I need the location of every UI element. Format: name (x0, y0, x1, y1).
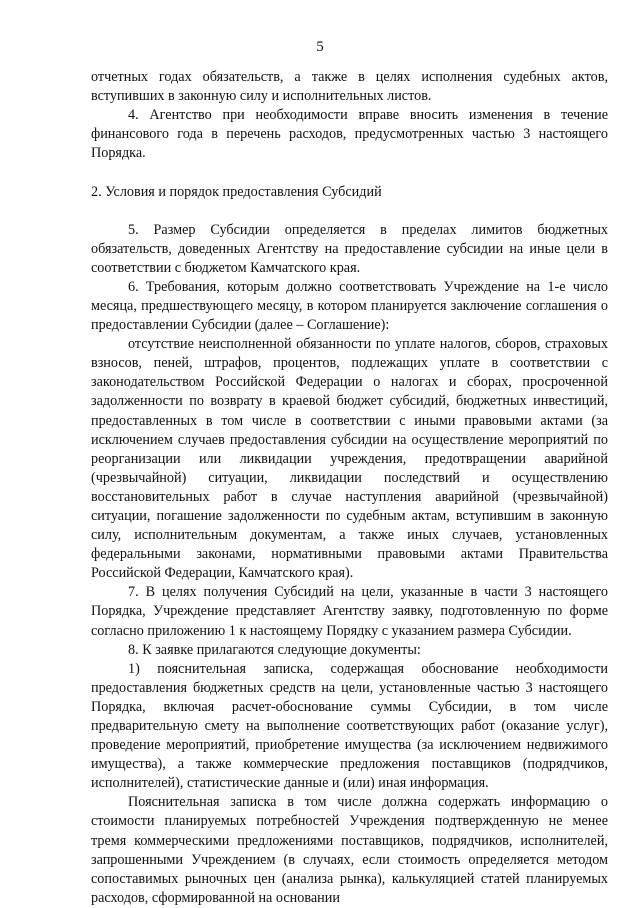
paragraph-item-5: 5. Размер Субсидии определяется в пределах лимитов бюджетных обязательств, доведенных Агентству на предоставление субсидии на иные цели в соответствии с бюджетом Камчатского края. (91, 221, 608, 276)
paragraph-subitem-1: 1) пояснительная записка, содержащая обоснование необходимости предоставления бюджетных средств на цели, установленные частью 3 настоящего Порядка, включая расчет-обоснование суммы Субсидии, в том числе предварительную смету на выполнение соответствующих работ (оказание услуг), проведение мероприятий, приобретение имущества (за исключением недвижимого имущества), а также коммерческие предложения поставщиков (подрядчиков, исполнителей), статистические данные и (или) иная информация. (91, 660, 608, 792)
paragraph-explanatory-note: Пояснительная записка в том числе должна содержать информацию о стоимости планируемых потребностей Учреждения подтвержденную не менее тремя коммерческими предложениями поставщиков, подрядчиков, исполнителей, запрошенными Учреждением (в случаях, если стоимость определяется методом сопоставимых рыночных цен (анализа рынка), калькуляцией статей планируемых расходов, сформированной на основании (91, 794, 608, 906)
paragraph-item-4: 4. Агентство при необходимости вправе вносить изменения в течение финансового года в перечень расходов, предусмотренных частью 3 настоящего Порядка. (91, 107, 608, 162)
section-heading: 2. Условия и порядок предоставления Субсидий (91, 184, 382, 201)
paragraph-item-8: 8. К заявке прилагаются следующие документы: (128, 641, 421, 658)
paragraph-requirements: отсутствие неисполненной обязанности по уплате налогов, сборов, страховых взносов, пеней, штрафов, процентов, подлежащих уплате в соответствии с законодательством Российской Федерации о налогах и сборах, просроченной задолженности по возврату в краевой бюджет субсидий, бюджетных инвестиций, предоставленных в том числе в соответствии с иными правовыми актами (за исключением случаев предоставления субсидии на осуществление мероприятий по реорганизации или ликвидации учреждения, предотвращении аварийной (чрезвычайной) ситуации, ликвидации последствий и осуществлению восстановительных работ в случае наступления аварийной (чрезвычайной) ситуации, погашение задолженности по судебным актам, вступившим в законную силу, исполнительным документам, а также иных случаев, установленных федеральными законами, нормативными правовыми актами Правительства Российской Федерации, Камчатского края). (91, 336, 608, 582)
paragraph-item-7: 7. В целях получения Субсидий на цели, указанные в части 3 настоящего Порядка, Учреждение представляет Агентству заявку, подготовленную по форме согласно приложению 1 к настоящему Порядку с указанием размера Субсидии. (91, 584, 608, 639)
document-body (91, 68, 608, 908)
paragraph-continuation: отчетных годах обязательств, а также в целях исполнения судебных актов, вступивших в законную силу и исполнительных листов. (91, 69, 608, 105)
page-number: 5 (316, 39, 324, 55)
paragraph-item-6: 6. Требования, которым должно соответствовать Учреждение на 1-е число месяца, предшествующего месяцу, в котором планируется заключение соглашения о предоставлении Субсидии (далее – Соглашение): (91, 278, 608, 334)
